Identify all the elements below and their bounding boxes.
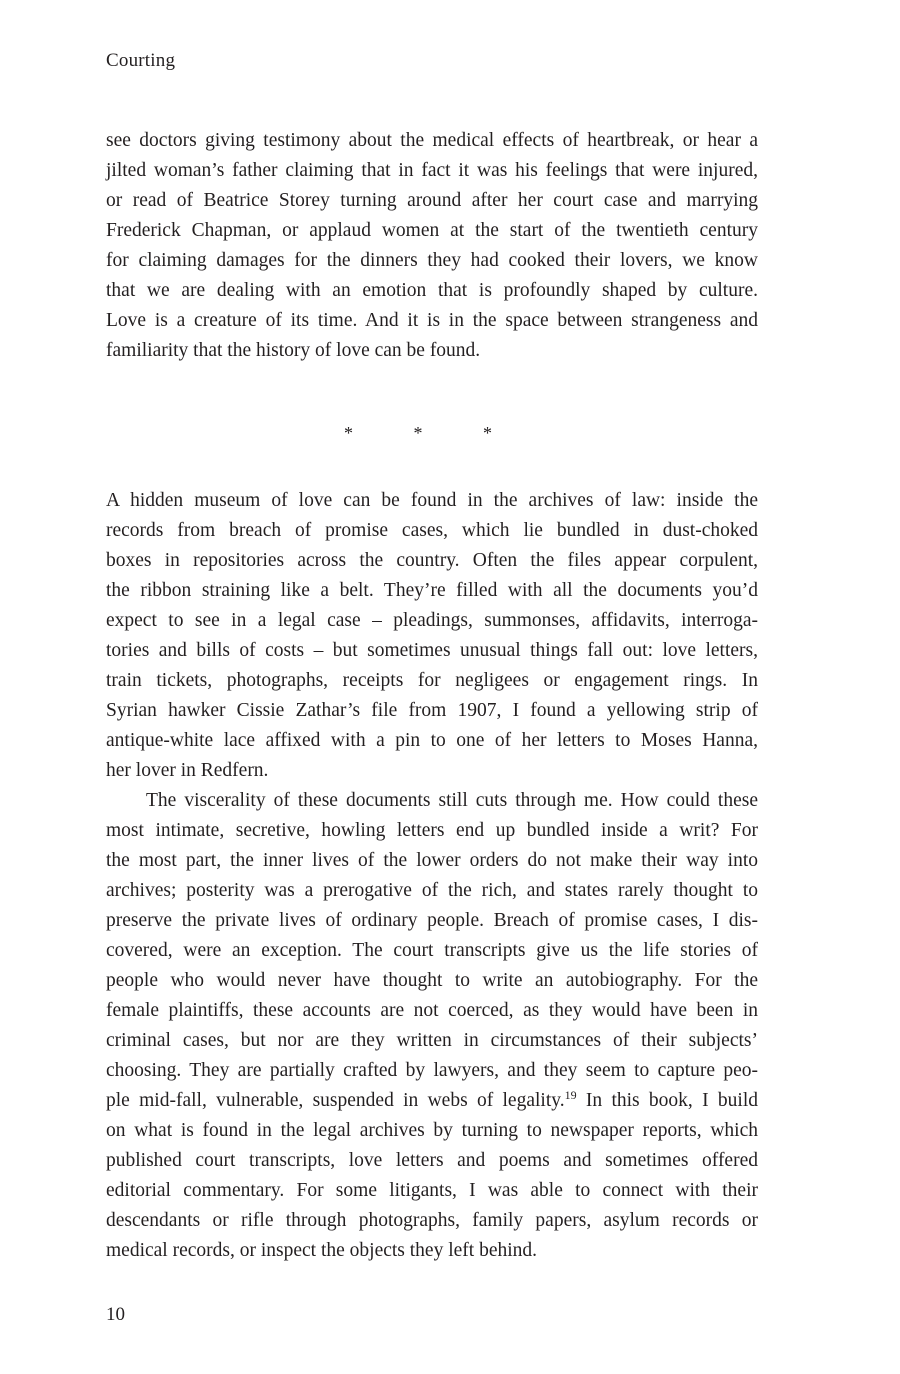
text-line: on what is found in the legal archives by turning to newspaper reports, which (106, 1120, 758, 1141)
text-line: Syrian hawker Cissie Zathar’s file from 1907, I found a yellowing strip of (106, 700, 758, 721)
text-line: for claiming damages for the dinners they had cooked their lovers, we know (106, 250, 758, 271)
text-line: choosing. They are partially crafted by lawyers, and they seem to capture peo- (106, 1060, 758, 1081)
text-line: A hidden museum of love can be found in the archives of law: inside the (106, 490, 758, 511)
text-span: In this book, I build (576, 1090, 758, 1111)
text-line: boxes in repositories across the country. Often the files appear corpulent, (106, 550, 758, 571)
text-line: published court transcripts, love letters and poems and sometimes offered (106, 1150, 758, 1171)
text-line: the most part, the inner lives of the lower orders do not make their way into (106, 850, 758, 871)
text-line: preserve the private lives of ordinary people. Breach of promise cases, I dis- (106, 910, 758, 931)
text-line: the ribbon straining like a belt. They’re filled with all the documents you’d (106, 580, 758, 601)
page-number: 10 (106, 1304, 125, 1325)
text-span: ple mid-fall, vulnerable, suspended in webs of legality. (106, 1090, 565, 1111)
text-line: criminal cases, but nor are they written in circumstances of their subjects’ (106, 1030, 758, 1051)
text-line: archives; posterity was a prerogative of the rich, and states rarely thought to (106, 880, 758, 901)
section-break: * * * (344, 423, 520, 443)
text-line: train tickets, photographs, receipts for negligees or engagement rings. In (106, 670, 758, 691)
text-line (106, 1086, 758, 1116)
text-line: Frederick Chapman, or applaud women at the start of the twentieth century (106, 220, 758, 241)
text-line: that we are dealing with an emotion that is profoundly shaped by culture. (106, 280, 758, 301)
text-line: people who would never have thought to write an autobiography. For the (106, 970, 758, 991)
text-line: jilted woman’s father claiming that in fact it was his feelings that were injured, (106, 160, 758, 181)
text-line: her lover in Redfern. (106, 760, 269, 781)
text-line: covered, were an exception. The court transcripts give us the life stories of (106, 940, 758, 961)
text-line: female plaintiffs, these accounts are not coerced, as they would have been in (106, 1000, 758, 1021)
text-line: tories and bills of costs – but sometimes unusual things fall out: love letters, (106, 640, 758, 661)
text-line: see doctors giving testimony about the medical effects of heartbreak, or hear a (106, 130, 758, 151)
text-line: most intimate, secretive, howling letters end up bundled inside a writ? For (106, 820, 758, 841)
text-line: editorial commentary. For some litigants, I was able to connect with their (106, 1180, 758, 1201)
text-line: antique-white lace affixed with a pin to one of her letters to Moses Hanna, (106, 730, 758, 751)
text-line: descendants or rifle through photographs, family papers, asylum records or (106, 1210, 758, 1231)
text-line: familiarity that the history of love can be found. (106, 340, 481, 361)
text-line: or read of Beatrice Storey turning around after her court case and marrying (106, 190, 758, 211)
footnote-reference[interactable]: 19 (564, 1088, 577, 1102)
text-line: The viscerality of these documents still cuts through me. How could these (146, 790, 758, 811)
text-line: medical records, or inspect the objects they left behind. (106, 1240, 538, 1261)
text-line: Love is a creature of its time. And it is in the space between strangeness and (106, 310, 758, 331)
running-head: Courting (106, 50, 176, 71)
text-line: records from breach of promise cases, which lie bundled in dust-choked (106, 520, 758, 541)
text-line: expect to see in a legal case – pleadings, summonses, affidavits, interroga- (106, 610, 758, 631)
